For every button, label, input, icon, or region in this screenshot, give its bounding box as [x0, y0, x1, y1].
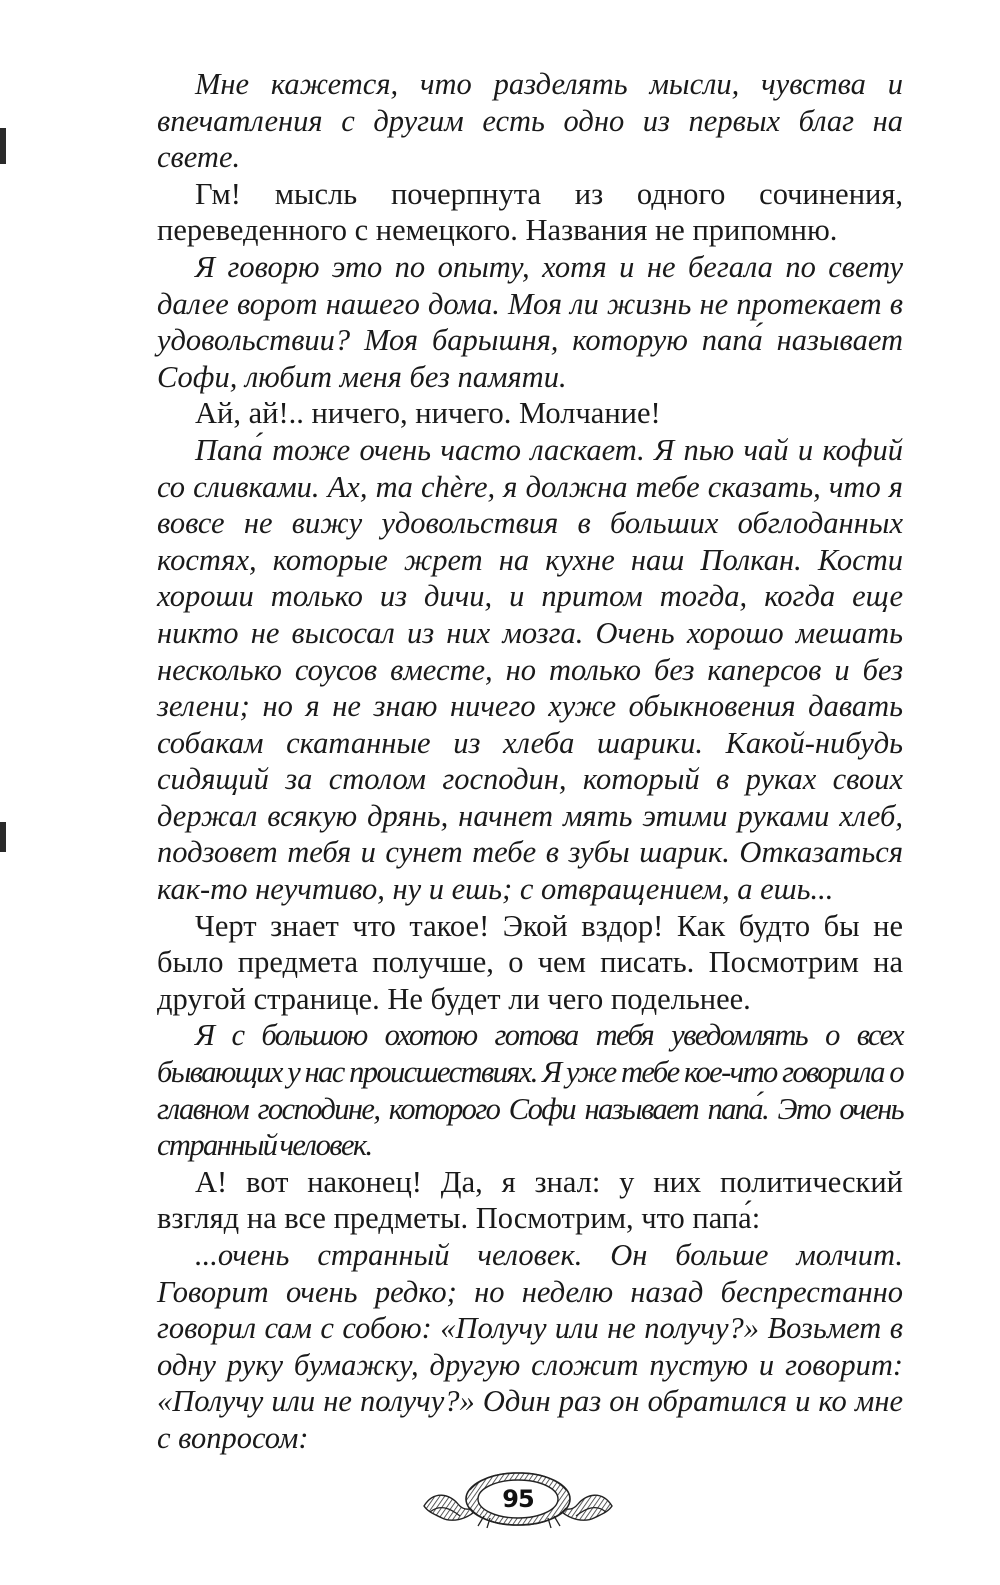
letter-excerpt-paragraph: Папа́ тоже очень часто ласкает. Я пью чай и кофий со сливками. Ах, ma chère, я должна тебе сказать, что я вовсе не вижу удовольствия в больших обглоданных костях, которые жрет на кухне наш Полкан. Кости хороши только из дичи, и притом тогда, когда еще никто не высосал из них мозга. Очень хорошо мешать несколько соусов вместе, но только без каперсов и без зелени; но я не знаю ничего хуже обыкновения давать собакам скатанные из хлеба шарики. Какой-нибудь сидящий за столом господин, который в руках своих держал всякую дрянь, начнет мять этими руками хлеб, подзовет тебя и сунет тебе в зубы шарик. Отказаться как-то неучтиво, ну и ешь; с отвращением, а ешь...: [157, 432, 903, 907]
narrator-paragraph: Ай, ай!.. ничего, ничего. Молчание!: [195, 396, 661, 431]
page-number: 95: [502, 1485, 534, 1513]
page-edge-mark: [0, 822, 6, 852]
page-text: [157, 66, 903, 1457]
page-edge-mark: [0, 128, 6, 164]
page-footer: [420, 1468, 616, 1530]
letter-excerpt-paragraph: ...очень странный человек. Он больше молчит. Говорит очень редко; но неделю назад беспрестанно говорил сам с собою: «Получу или не получу?» Возьмет в одну руку бумажку, другую сложит пустую и говорит: «Получу или не получу?» Один раз он обратился и ко мне с вопросом:: [157, 1238, 903, 1455]
letter-excerpt-paragraph: Я с большою охотою готова тебя уведомлять о всех бывающих у нас происшествиях. Я уже тебе кое-что говорила о главном господине, которого Софи называет папа́. Это очень странный человек.: [157, 1018, 903, 1163]
narrator-paragraph: Черт знает что такое! Экой вздор! Как будто бы не было предмета получше, о чем писать. Посмотрим на другой странице. Не будет ли чего подельнее.: [157, 908, 903, 1016]
narrator-paragraph: Гм! мысль почерпнута из одного сочинения, переведенного с немецкого. Названия не припомню.: [157, 176, 903, 248]
letter-excerpt-paragraph: Я говорю это по опыту, хотя и не бегала по свету далее ворот нашего дома. Моя ли жизнь не протекает в удовольствии? Моя барышня, которую папа́ называет Софи, любит меня без памяти.: [157, 249, 903, 394]
narrator-paragraph: А! вот наконец! Да, я знал: у них политический взгляд на все предметы. Посмотрим, что папа́:: [157, 1164, 903, 1236]
letter-excerpt-paragraph: Мне кажется, что разделять мысли, чувства и впечатления с другим есть одно из первых благ на свете.: [157, 67, 903, 175]
